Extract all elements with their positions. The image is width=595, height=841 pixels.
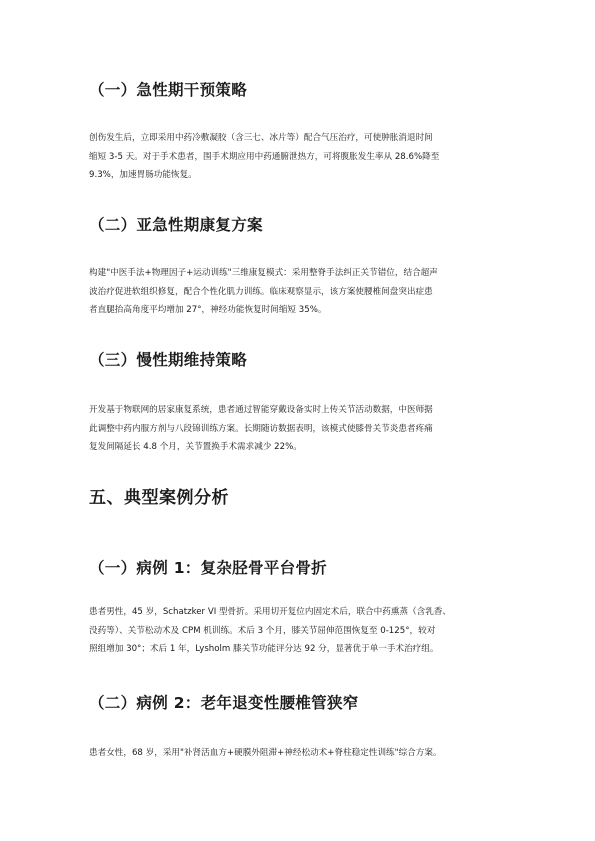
paragraph-chronic bbox=[89, 401, 509, 457]
paragraph-line: 此调整中药内服方剂与八段锦训练方案。长期随访数据表明，该模式使膝骨关节炎患者疼痛 bbox=[89, 423, 433, 434]
paragraph-case-1 bbox=[89, 603, 509, 659]
section-heading-case-1: （一）病例 1：复杂胫骨平台骨折 bbox=[89, 559, 327, 577]
paragraph-line: 患者男性，45 岁，Schatzker VI 型骨折。采用切开复位内固定术后，联合中药熏蒸（含乳香、 bbox=[89, 607, 451, 617]
section-heading-subacute: （二）亚急性期康复方案 bbox=[89, 216, 263, 234]
section-heading-chronic: （三）慢性期维持策略 bbox=[89, 351, 248, 369]
paragraph-line: 复发间隔延长 4.8 个月，关节置换手术需求减少 22%。 bbox=[89, 442, 302, 452]
paragraph-case-2 bbox=[89, 744, 509, 763]
paragraph-line: 者直腿抬高角度平均增加 27°，神经功能恢复时间缩短 35%。 bbox=[89, 305, 327, 315]
paragraph-line: 创伤发生后，立即采用中药冷敷凝胶（含三七、冰片等）配合气压治疗，可使肿胀消退时间 bbox=[89, 133, 433, 143]
paragraph-subacute bbox=[89, 264, 509, 320]
section-heading-acute: （一）急性期干预策略 bbox=[89, 81, 248, 99]
paragraph-line: 构建"中医手法+物理因子+运动训练"三维康复模式：采用整脊手法纠正关节错位，结合超声 bbox=[89, 268, 438, 278]
paragraph-line: 没药等）、关节松动术及 CPM 机训练。术后 3 个月，膝关节屈伸范围恢复至 0-125°，较对 bbox=[89, 625, 436, 636]
paragraph-line: 缩短 3-5 天。对于手术患者，围手术期应用中药通腑泄热方，可将腹胀发生率从 28.6%降至 bbox=[89, 151, 440, 162]
section-heading-case-2: （二）病例 2：老年退变性腰椎管狭窄 bbox=[89, 694, 359, 712]
paragraph-acute bbox=[89, 129, 509, 185]
paragraph-line: 照组增加 30°；术后 1 年，Lysholm 膝关节功能评分达 92 分，显著优于单一手术治疗组。 bbox=[89, 644, 439, 654]
paragraph-line: 波治疗促进软组织修复，配合个性化肌力训练。临床观察显示，该方案使腰椎间盘突出症患 bbox=[89, 286, 433, 297]
paragraph-line: 9.3%，加速胃肠功能恢复。 bbox=[89, 170, 197, 180]
paragraph-line: 患者女性，68 岁，采用"补肾活血方+硬膜外阻滞+神经松动术+脊柱稳定性训练"综合方案。 bbox=[89, 748, 442, 758]
paragraph-line: 开发基于物联网的居家康复系统，患者通过智能穿戴设备实时上传关节活动数据，中医师据 bbox=[89, 405, 433, 415]
chapter-heading-case-analysis: 五、典型案例分析 bbox=[89, 488, 229, 508]
